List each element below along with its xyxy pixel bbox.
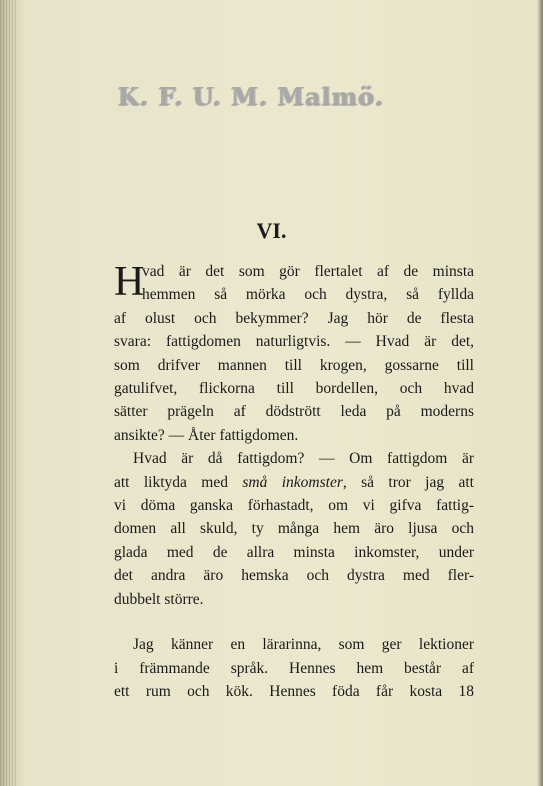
text-line: ett rum och kök. Hennes föda får kosta 18 (114, 682, 474, 700)
chapter-text (114, 260, 474, 703)
text-line: glada med de allra minsta inkomster, under (114, 543, 474, 561)
text-line: det andra äro hemska och dystra med fler- (114, 567, 474, 585)
text-line: vad är det som gör flertalet af de minsta (142, 263, 474, 280)
text-fragment: att liktyda med (114, 473, 243, 491)
text-line: af olust och bekymmer? Jag hör de flesta (114, 309, 474, 327)
text-line: Jag känner en lärarinna, som ger lektioner (133, 636, 474, 654)
emphasized-text: små inkomster (242, 473, 343, 491)
text-line: i främmande språk. Hennes hem består af (114, 659, 474, 677)
drop-cap: H (114, 259, 145, 305)
page-edge (537, 0, 543, 786)
text-line: domen all skuld, ty många hem äro ljusa och (114, 520, 474, 538)
text-line: hemmen så mörka och dystra, så fyllda (142, 286, 474, 304)
text-line: Hvad är då fattigdom? — Om fattigdom är (133, 450, 474, 468)
page-gutter (0, 0, 18, 786)
text-line: svara: fattigdomen naturligtvis. — Hvad är det, (114, 333, 474, 351)
text-line: vi döma ganska förhastadt, om vi gifva fattig- (114, 497, 474, 515)
chapter-title: VI. (256, 218, 287, 243)
text-line: som drifver mannen till krogen, gossarne till (114, 356, 474, 374)
paragraph-1-start (114, 260, 474, 307)
text-line-with-emphasis (114, 471, 474, 494)
paragraph-gap (114, 611, 474, 633)
text-line: sätter prägeln af dödstrött leda på moderns (114, 403, 474, 421)
text-line: dubbelt större. (114, 590, 204, 608)
library-stamp: K. F. U. M. Malmö. (118, 82, 385, 111)
text-line: ansikte? — Åter fattigdomen. (114, 426, 299, 444)
text-line: gatulifvet, flickorna till bordellen, och hvad (114, 380, 474, 398)
text-fragment: , så tror jag att (342, 473, 474, 491)
